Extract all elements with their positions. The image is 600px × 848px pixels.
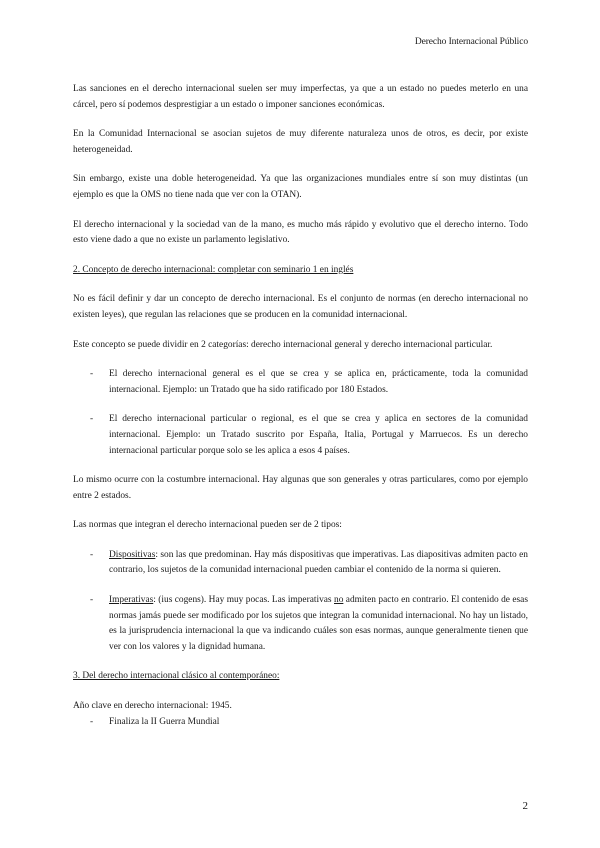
norm-types-list bbox=[73, 548, 528, 656]
paragraph-law-and-society: El derecho internacional y la sociedad van de la mano, es mucho más rápido y evolutivo que el derecho interno. Todo esto viene dado a que no existe un parlamento legislativo. bbox=[73, 219, 528, 246]
categories-list bbox=[73, 367, 528, 459]
paragraph-sanctions: Las sanciones en el derecho internacional suelen ser muy imperfectas, ya que a un estado no puedes meterlo en una cárcel, pero sí podemos desprestigiar a un estado o imponer sanciones económicas. bbox=[73, 84, 528, 110]
list-item-particular-law: - El derecho internacional particular o regional, es el que se crea y aplica en sectores de la comunidad internacional. Ejemplo: un Tratado suscrito por España, Italia, Portugal y Marruecos. Es un derecho internacional particular porque solo se les aplica a esos 4 países. bbox=[73, 412, 528, 459]
imperative-description-start: : (ius cogens). Hay muy pocas. Las imperativas bbox=[153, 595, 334, 606]
paragraph-double-heterogeneity: Sin embargo, existe una doble heterogeneidad. Ya que las organizaciones mundiales entre sí son muy distintas (un ejemplo es que la OMS no tiene nada que ver con la OTAN). bbox=[73, 174, 528, 200]
section-3-heading: 3. Del derecho internacional clásico al contemporáneo: bbox=[73, 671, 280, 682]
list-item-dispositive bbox=[73, 548, 528, 579]
paragraph-categories: Este concepto se puede dividir en 2 categorías: derecho internacional general y derecho internacional particular. bbox=[73, 339, 493, 350]
key-year-list bbox=[73, 715, 528, 731]
dispositive-description: : son las que predominan. Hay más dispositivas que imperativas. Las diapositivas admiten pacto en contrario, los sujetos de la comunidad internacional pueden cambiar el contenido de la norma si quieren. bbox=[109, 549, 528, 576]
term-imperative: Imperativas bbox=[109, 595, 154, 606]
emphasis-no: no bbox=[334, 595, 344, 606]
paragraph-heterogeneity: En la Comunidad Internacional se asocian sujetos de muy diferente naturaleza unos de otros, es decir, por existe heterogeneidad. bbox=[73, 129, 528, 155]
document-body bbox=[73, 82, 528, 744]
imperative-description-end: admiten pacto en contrario. El contenido de esas normas jamás puede ser modificado por los sujetos que integran la comunidad internacional. No hay un listado, es la jurisprudencia internacional la que va indicando cuáles son esas normas, aunque generalmente tienen que ver con los valores y la dignidad humana. bbox=[109, 595, 528, 652]
paragraph-key-year: Año clave en derecho internacional: 1945. bbox=[73, 701, 232, 712]
running-header: Derecho Internacional Público bbox=[414, 37, 528, 47]
paragraph-definition: No es fácil definir y dar un concepto de derecho internacional. Es el conjunto de normas (en derecho internacional no existen leyes), que regulan las relaciones que se producen en la comunidad internacional. bbox=[73, 294, 528, 320]
page-number: 2 bbox=[522, 800, 528, 812]
paragraph-norm-types: Las normas que integran el derecho internacional pueden ser de 2 tipos: bbox=[73, 520, 342, 531]
list-item-general-law: - El derecho internacional general es el que se crea y se aplica en, prácticamente, toda la comunidad internacional. Ejemplo: un Tratado que ha sido ratificado por 180 Estados. bbox=[73, 367, 528, 398]
term-dispositive: Dispositivas bbox=[109, 549, 156, 560]
list-item-imperative bbox=[73, 593, 528, 655]
paragraph-custom: Lo mismo ocurre con la costumbre internacional. Hay algunas que son generales y otras particulares, como por ejemplo entre 2 estados. bbox=[73, 475, 528, 501]
section-2-heading: 2. Concepto de derecho internacional: completar con seminario 1 en inglés bbox=[73, 264, 354, 275]
list-item-ww2: - Finaliza la II Guerra Mundial bbox=[73, 715, 528, 731]
